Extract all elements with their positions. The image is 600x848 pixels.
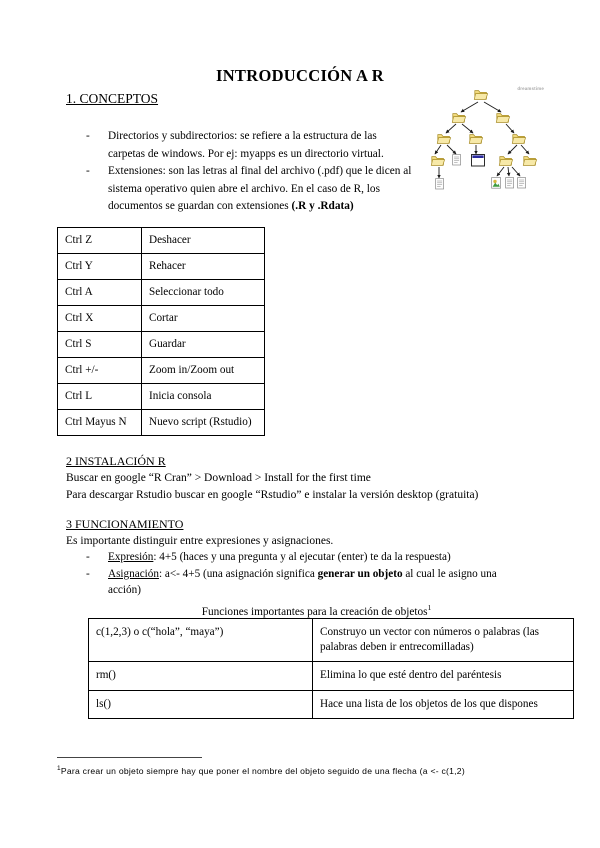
shortcut-keys: Ctrl Z: [58, 228, 142, 254]
funcionamiento-intro: Es importante distinguir entre expresiones y asignaciones.: [66, 535, 334, 547]
shortcut-keys: Ctrl A: [58, 280, 142, 306]
list-item: [86, 128, 416, 163]
table-row: [58, 332, 265, 358]
list-item-text: [108, 566, 526, 599]
shortcut-keys: Ctrl L: [58, 384, 142, 410]
table-row: [58, 358, 265, 384]
shortcut-action: Inicia consola: [142, 384, 265, 410]
image-file-icon: [492, 178, 501, 189]
list-item-text-main: : 4+5 (haces y una pregunta y al ejecutar (enter) te da la respuesta): [153, 551, 451, 563]
shortcut-action: Guardar: [142, 332, 265, 358]
list-item-text: [108, 128, 416, 163]
list-item-text-main: Extensiones: son las letras al final del archivo (.pdf) que le dicen al sistema operativo quien abre el archivo. En el caso de R, los documentos se guardan con extensiones: [108, 165, 412, 212]
shortcut-action: Nuevo script (Rstudio): [142, 410, 265, 436]
shortcut-keys: Ctrl +/-: [58, 358, 142, 384]
page-title: INTRODUCCIÓN A R: [216, 66, 384, 85]
document-icon: [518, 178, 526, 188]
shortcut-action: Rehacer: [142, 254, 265, 280]
folder-icon: [512, 135, 525, 144]
section-heading-instalacion: 2 INSTALACIÓN R: [66, 454, 166, 468]
instalacion-line: Para descargar Rstudio buscar en google “Rstudio” e instalar la versión desktop (gratuita): [66, 488, 479, 501]
shortcut-keys: Ctrl X: [58, 306, 142, 332]
folder-icon: [452, 114, 465, 123]
instalacion-line: Buscar en google “R Cran” > Download > Install for the first time: [66, 472, 371, 484]
functions-table-caption-text: Funciones importantes para la creación de objetos: [201, 605, 428, 618]
function-name: c(1,2,3) o c(“hola”, “maya”): [89, 619, 313, 662]
shortcuts-table-body: [58, 228, 265, 436]
directory-tree-figure: [428, 85, 546, 201]
folder-icon: [474, 91, 487, 100]
function-description: Hace una lista de los objetos de los que dispones: [313, 690, 574, 719]
footnote: [57, 763, 557, 777]
folder-icon: [437, 135, 450, 144]
funcionamiento-bullet-list: [86, 549, 526, 599]
functions-table-body: [89, 619, 574, 719]
function-description: Construyo un vector con números o palabras (las palabras deben ir entrecomilladas): [313, 619, 574, 662]
shortcut-action: Deshacer: [142, 228, 265, 254]
section-heading-funcionamiento: 3 FUNCIONAMIENTO: [66, 517, 184, 531]
instalacion-paragraphs: [66, 470, 546, 503]
table-row: [58, 306, 265, 332]
folder-icon: [431, 157, 444, 166]
table-row: [58, 280, 265, 306]
conceptos-bullet-list: [86, 128, 416, 216]
table-row: [89, 619, 574, 662]
list-item-text-bold: (.R y .Rdata): [291, 200, 354, 212]
functions-table-caption: [88, 603, 545, 618]
list-item-term: Expresión: [108, 551, 154, 563]
shortcut-action: Zoom in/Zoom out: [142, 358, 265, 384]
table-row: [89, 690, 574, 719]
section-heading-conceptos: 1. CONCEPTOS: [66, 91, 159, 106]
list-item-term: Asignación: [108, 567, 159, 580]
document-icon: [453, 155, 461, 165]
function-description: Elimina lo que esté dentro del paréntesis: [313, 662, 574, 691]
list-item-text-main: : a<- 4+5 (una asignación significa: [158, 567, 318, 580]
shortcut-keys: Ctrl Mayus N: [58, 410, 142, 436]
folder-icon: [523, 157, 536, 166]
table-row: [89, 662, 574, 691]
bullet-dash: -: [86, 567, 90, 580]
function-name: ls(): [89, 690, 313, 719]
window-icon: [472, 155, 485, 167]
shortcut-keys: Ctrl Y: [58, 254, 142, 280]
list-item: [86, 566, 526, 599]
document-icon: [436, 179, 444, 189]
footnote-marker: 1: [427, 603, 432, 612]
functions-table: [88, 618, 574, 719]
bullet-dash: -: [86, 130, 90, 142]
shortcuts-table: [57, 227, 265, 436]
list-item-text-bold: generar un objeto: [317, 567, 403, 580]
list-item-text: [108, 163, 416, 216]
bullet-dash: -: [86, 551, 90, 563]
document-icon: [506, 178, 514, 188]
footnote-marker: 1: [57, 765, 61, 772]
list-item-text-main: Directorios y subdirectorios: se refiere a la estructura de las carpetas de windows. Por ej: myapps es un directorio virtual.: [108, 130, 384, 160]
watermark-label: dreamstime: [517, 86, 544, 91]
table-row: [58, 254, 265, 280]
shortcut-keys: Ctrl S: [58, 332, 142, 358]
footnote-text: Para crear un objeto siempre hay que poner el nombre del objeto seguido de una flecha (a <- c(1,2): [60, 765, 465, 776]
list-item-text: [108, 549, 526, 566]
bullet-dash: -: [86, 165, 90, 177]
list-item: [86, 549, 526, 566]
shortcut-action: Seleccionar todo: [142, 280, 265, 306]
list-item-text-tail: al cual le asigno una acción): [108, 567, 497, 596]
shortcut-action: Cortar: [142, 306, 265, 332]
folder-icon: [496, 114, 509, 123]
function-name: rm(): [89, 662, 313, 691]
list-item: [86, 163, 416, 216]
folder-icon: [469, 135, 482, 144]
folder-icon: [499, 157, 512, 166]
footnote-separator: [57, 757, 202, 758]
table-row: [58, 384, 265, 410]
table-row: [58, 228, 265, 254]
table-row: [58, 410, 265, 436]
